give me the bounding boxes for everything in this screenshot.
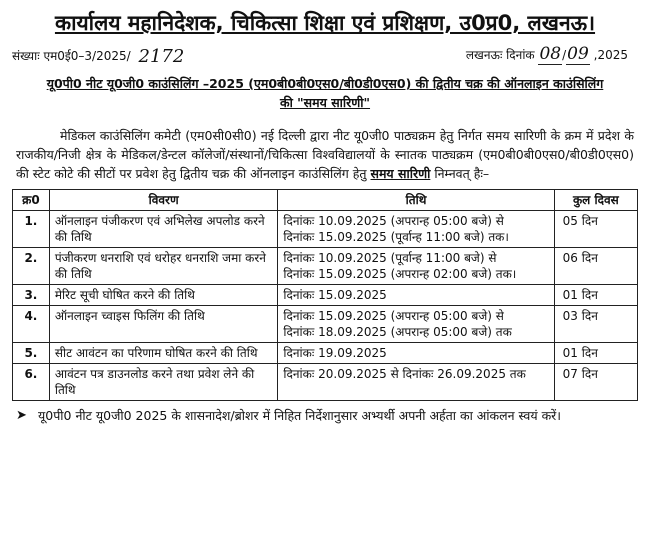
- row-date: [278, 364, 554, 401]
- row-description: सीट आवंटन का परिणाम घोषित करने की तिथि: [49, 343, 278, 364]
- reference-line: [12, 42, 638, 67]
- header-description: विवरण: [49, 190, 278, 211]
- note-text: यू0पी0 नीट यू0जी0 2025 के शासनादेश/ब्रोशर में निहित निर्देशानुसार अभ्यर्थी अपनी अर्हता का आंकलन स्वयं करें।: [38, 408, 562, 423]
- note-item: [16, 407, 634, 425]
- row-description: ऑनलाइन च्वाइस फिलिंग की तिथि: [49, 306, 278, 343]
- row-description: आवंटन पत्र डाउनलोड करने तथा प्रवेश लेने की तिथि: [49, 364, 278, 401]
- header-sno: क्र0: [13, 190, 50, 211]
- row-date-line-1: दिनांकः 10.09.2025 (पूर्वान्ह 11:00 बजे) से: [283, 251, 497, 265]
- paragraph-text: मेडिकल काउंसिलिंग कमेटी (एम0सी0सी0) नई दिल्ली द्वारा नीट यू0जी0 पाठ्यक्रम हेतु निर्गत समय सारिणी के क्रम में प्रदेश के राजकीय/निजी क्षेत्र के मेडिकल/डेन्टल कॉलेजों/संस्थानों/चिकित्सा विश्वविद्यालयों के स्नातक पाठ्यक्रम (एम0बी0बी0एस0/बी0डी0एस0) की स्टेट कोटे की सीटों पर प्रवेश हेतु द्वितीय चक्र की ऑनलाइन काउंसिलिंग हेतु: [16, 128, 634, 181]
- row-days: 07 दिन: [554, 364, 637, 401]
- row-sno: 5.: [13, 343, 50, 364]
- row-date: [278, 285, 554, 306]
- row-description: मेरिट सूची घोषित करने की तिथि: [49, 285, 278, 306]
- table-row: [13, 343, 638, 364]
- place-date: लखनऊः दिनांक 08/09 ,2025: [465, 44, 628, 64]
- handwritten-day: 08: [539, 44, 562, 64]
- place-date-label: लखनऊः दिनांक: [465, 48, 535, 62]
- row-date: [278, 343, 554, 364]
- body-paragraph: [16, 126, 634, 183]
- row-date-line-1: दिनांकः 15.09.2025: [283, 288, 387, 302]
- row-description: पंजीकरण धनराशि एवं धरोहर धनराशि जमा करने की तिथि: [49, 248, 278, 285]
- row-days: 01 दिन: [554, 285, 637, 306]
- table-row: [13, 364, 638, 401]
- row-days: 01 दिन: [554, 343, 637, 364]
- row-date-line-2: दिनांकः 15.09.2025 (पूर्वान्ह 11:00 बजे) तक।: [283, 230, 509, 244]
- row-days: 05 दिन: [554, 211, 637, 248]
- handwritten-month: 09: [567, 44, 589, 64]
- row-date: [278, 211, 554, 248]
- subject-line-2: की "समय सारिणी": [279, 95, 371, 110]
- paragraph-emphasis: समय सारिणी: [370, 166, 431, 181]
- table-header-row: [13, 190, 638, 211]
- row-sno: 4.: [13, 306, 50, 343]
- row-date-line-2: दिनांकः 15.09.2025 (अपरान्ह 02:00 बजे) तक।: [283, 267, 517, 281]
- row-date-line-2: दिनांकः 18.09.2025 (अपरान्ह 05:00 बजे) तक: [283, 325, 512, 339]
- office-title: कार्यालय महानिदेशक, चिकित्सा शिक्षा एवं प्रशिक्षण, उ0प्र0, लखनऊ।: [54, 11, 596, 35]
- reference-code: एम0ई0–3/2025/: [43, 49, 131, 63]
- row-date-line-1: दिनांकः 20.09.2025 से दिनांकः 26.09.2025 तक: [283, 367, 526, 381]
- row-sno: 6.: [13, 364, 50, 401]
- row-sno: 1.: [13, 211, 50, 248]
- subject-line-1: यू0पी0 नीट यू0जी0 काउंसिलिंग –2025 (एम0बी0बी0एस0/बी0डी0एस0) की द्वितीय चक्र की ऑनलाइन काउंसिलिंग: [46, 76, 604, 91]
- row-description: ऑनलाइन पंजीकरण एवं अभिलेख अपलोड करने की तिथि: [49, 211, 278, 248]
- row-sno: 2.: [13, 248, 50, 285]
- handwritten-number: 2172: [138, 46, 185, 67]
- table-row: [13, 211, 638, 248]
- row-date: [278, 248, 554, 285]
- arrow-bullet-icon: ➤: [16, 408, 27, 423]
- row-sno: 3.: [13, 285, 50, 306]
- row-days: 06 दिन: [554, 248, 637, 285]
- table-row: [13, 285, 638, 306]
- row-days: 03 दिन: [554, 306, 637, 343]
- table-row: [13, 248, 638, 285]
- row-date-line-1: दिनांकः 10.09.2025 (अपरान्ह 05:00 बजे) से: [283, 214, 504, 228]
- date-year: ,2025: [593, 48, 628, 62]
- paragraph-end: निम्नवत् हैः–: [434, 166, 490, 181]
- reference-label: संख्याः: [12, 49, 40, 63]
- row-date-line-1: दिनांकः 15.09.2025 (अपरान्ह 05:00 बजे) से: [283, 309, 504, 323]
- header-days: कुल दिवस: [554, 190, 637, 211]
- header-date: तिथि: [278, 190, 554, 211]
- table-row: [13, 306, 638, 343]
- reference-number: [12, 44, 184, 65]
- row-date-line-1: दिनांकः 19.09.2025: [283, 346, 387, 360]
- subject-heading: [18, 74, 632, 112]
- schedule-table: [12, 189, 638, 401]
- row-date: [278, 306, 554, 343]
